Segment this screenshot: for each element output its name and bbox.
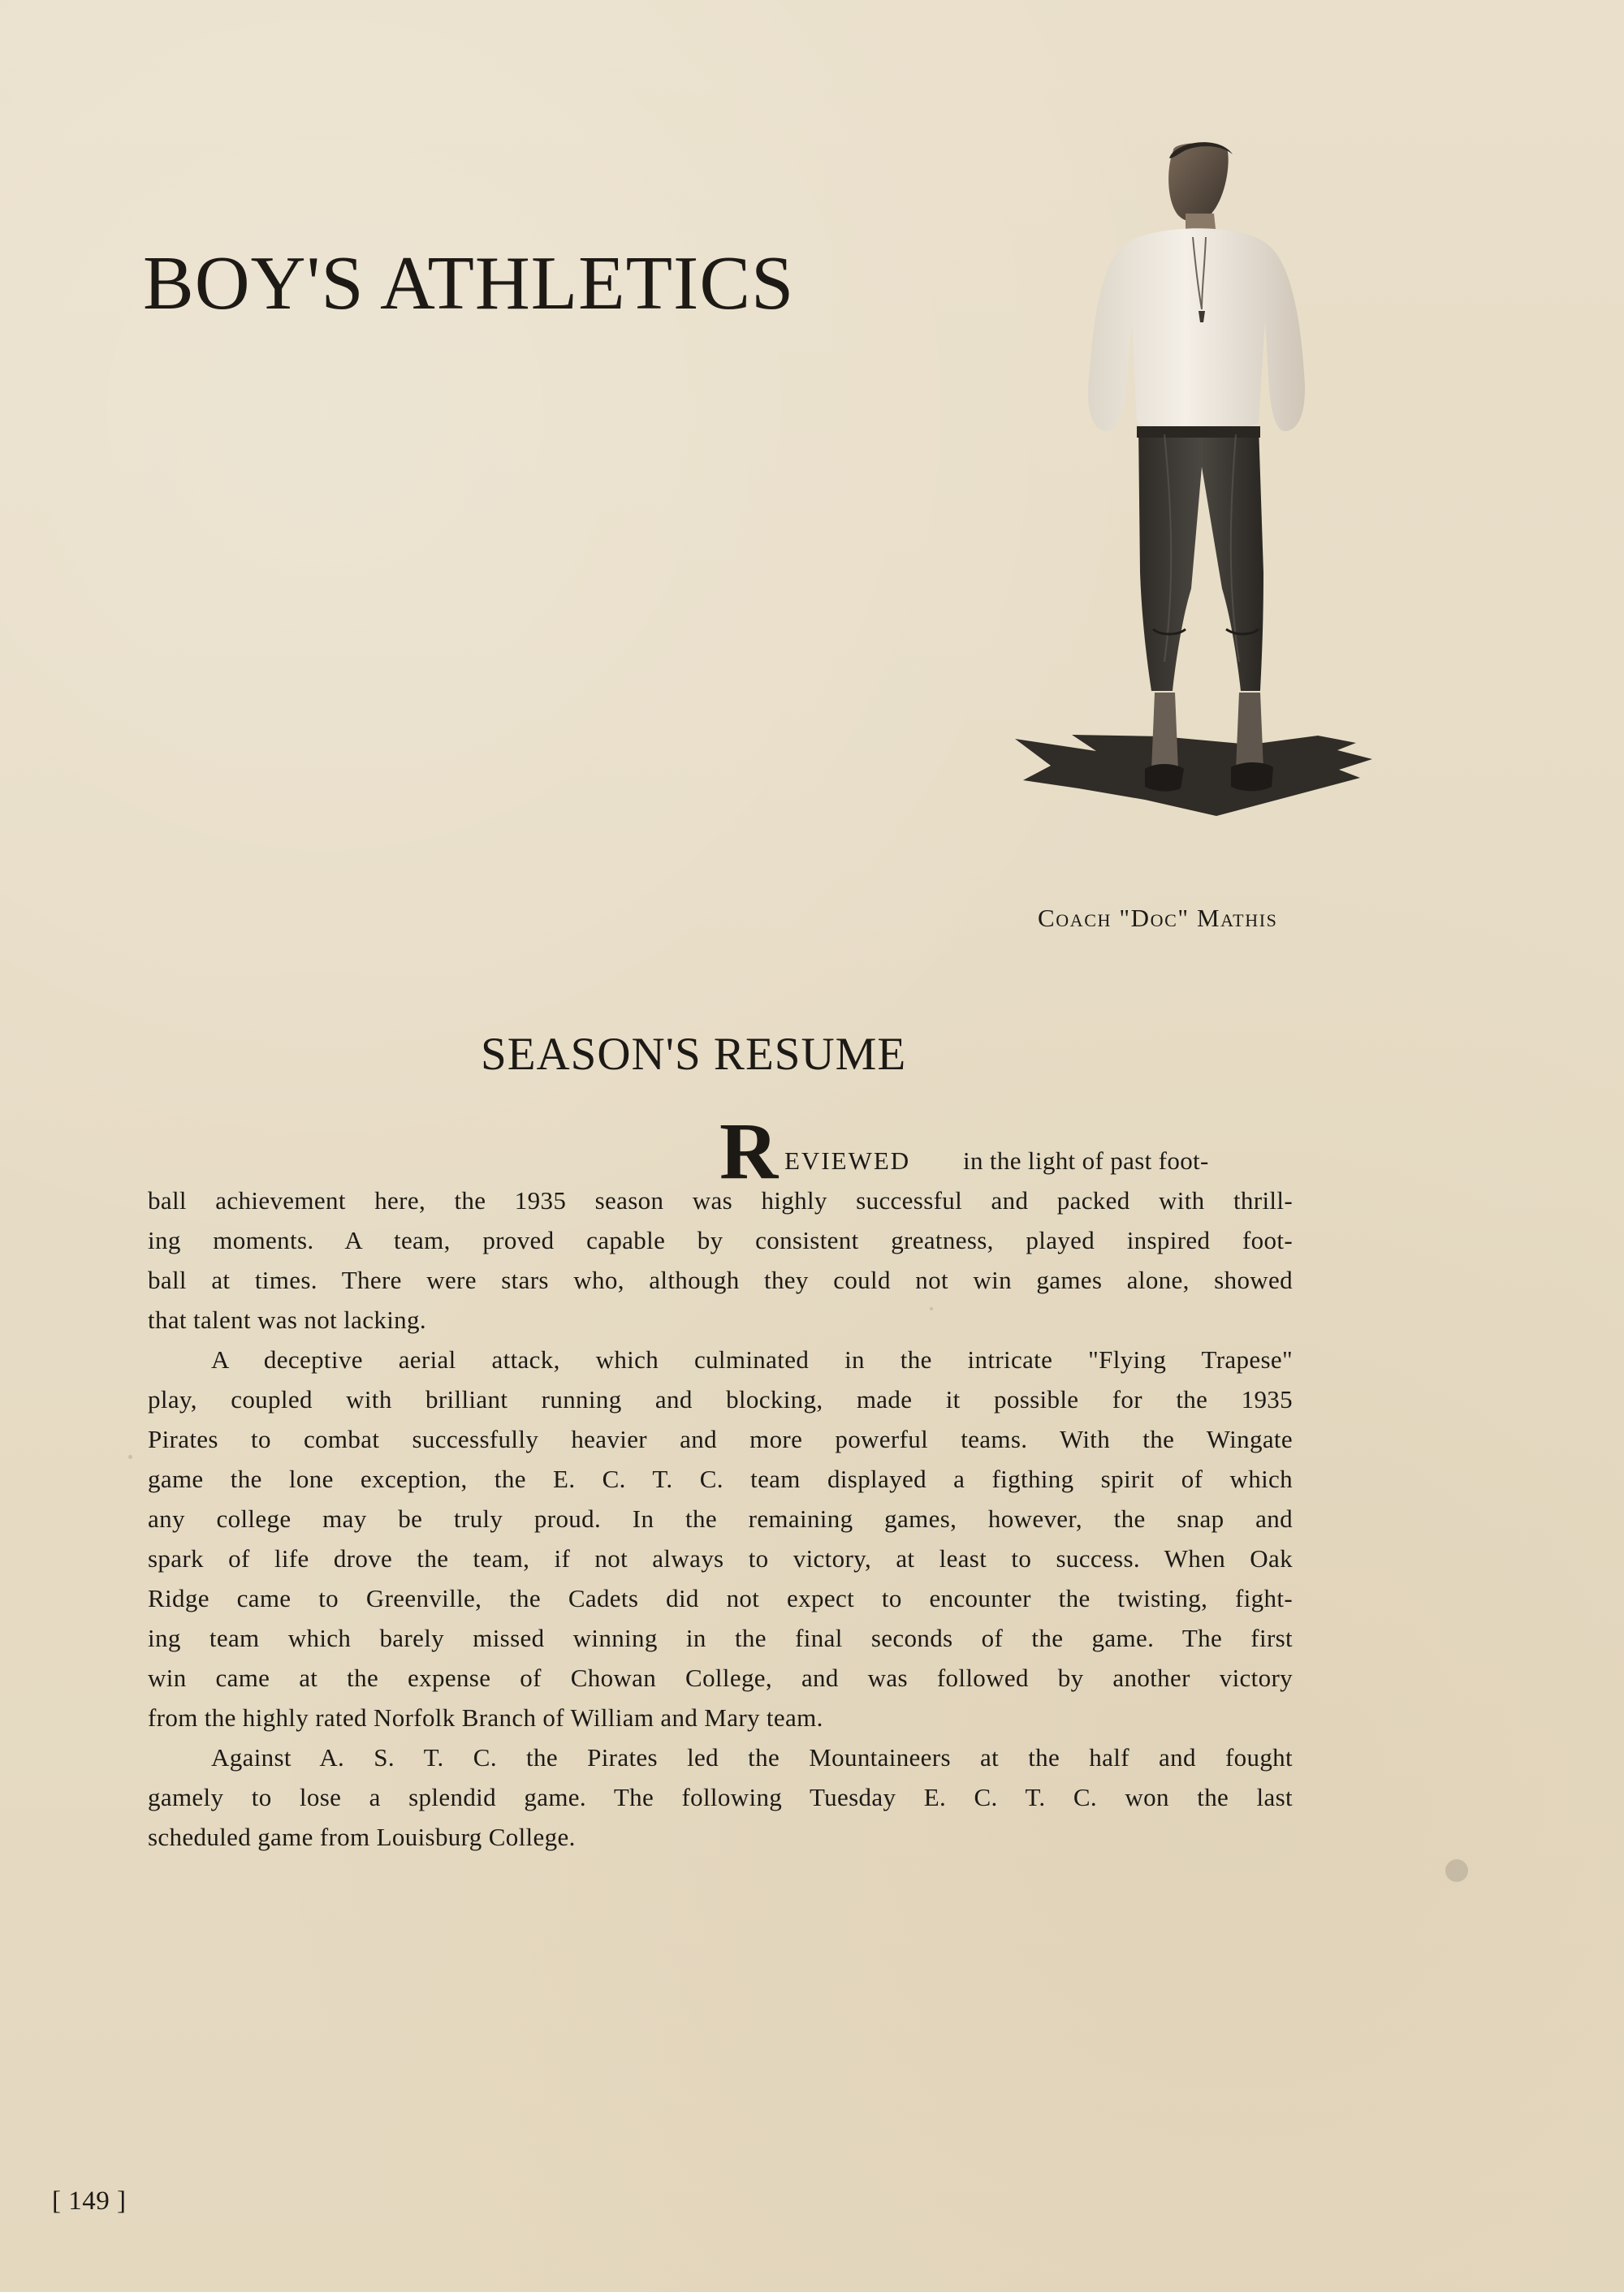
article-line: ing moments. A team, proved capable by consistent greatness, played inspired foot- <box>148 1226 1293 1254</box>
article-line: win came at the expense of Chowan College, and was followed by another victory <box>148 1664 1293 1692</box>
paper-speck <box>128 1455 132 1459</box>
article-line: ball at times. There were stars who, although they could not win games alone, showed <box>148 1266 1293 1294</box>
first-line-rest: in the light of past foot- <box>963 1146 1209 1175</box>
article-line: that talent was not lacking. <box>148 1306 426 1334</box>
page-title: BOY'S ATHLETICS <box>143 241 795 326</box>
article-line: spark of life drove the team, if not always to victory, at least to success. When Oak <box>148 1544 1293 1573</box>
article-line: gamely to lose a splendid game. The following Tuesday E. C. T. C. won the last <box>148 1783 1293 1811</box>
section-title: SEASON'S RESUME <box>481 1029 907 1080</box>
article-line: play, coupled with brilliant running and blocking, made it possible for the 1935 <box>148 1385 1293 1414</box>
paper-speck <box>1445 1859 1468 1882</box>
page-number: [ 149 ] <box>52 2186 127 2216</box>
article-line: A deceptive aerial attack, which culminated in the intricate "Flying Trapese" <box>211 1345 1293 1374</box>
article-body <box>148 1106 1293 1857</box>
article-first-line <box>148 1106 1293 1196</box>
coach-photo <box>1007 134 1389 889</box>
article-line: from the highly rated Norfolk Branch of William and Mary team. <box>148 1703 823 1732</box>
first-word: EVIEWED <box>784 1146 911 1175</box>
article-line: game the lone exception, the E. C. T. C. team displayed a figthing spirit of which <box>148 1465 1293 1493</box>
article-line: Ridge came to Greenville, the Cadets did not expect to encounter the twisting, fight- <box>148 1584 1293 1612</box>
article-line: ing team which barely missed winning in the final seconds of the game. The first <box>148 1624 1293 1652</box>
article-line: any college may be truly proud. In the remaining games, however, the snap and <box>148 1504 1293 1533</box>
article-line: ball achievement here, the 1935 season was highly successful and packed with thrill- <box>148 1186 1293 1215</box>
article-line: Pirates to combat successfully heavier and more powerful teams. With the Wingate <box>148 1425 1293 1453</box>
article-line: Against A. S. T. C. the Pirates led the Mountaineers at the half and fought <box>211 1743 1293 1772</box>
photo-caption: Coach "Doc" Mathis <box>1038 904 1278 932</box>
drop-cap: R <box>719 1106 777 1196</box>
paper-speck <box>930 1307 933 1310</box>
article-line: scheduled game from Louisburg College. <box>148 1823 576 1851</box>
